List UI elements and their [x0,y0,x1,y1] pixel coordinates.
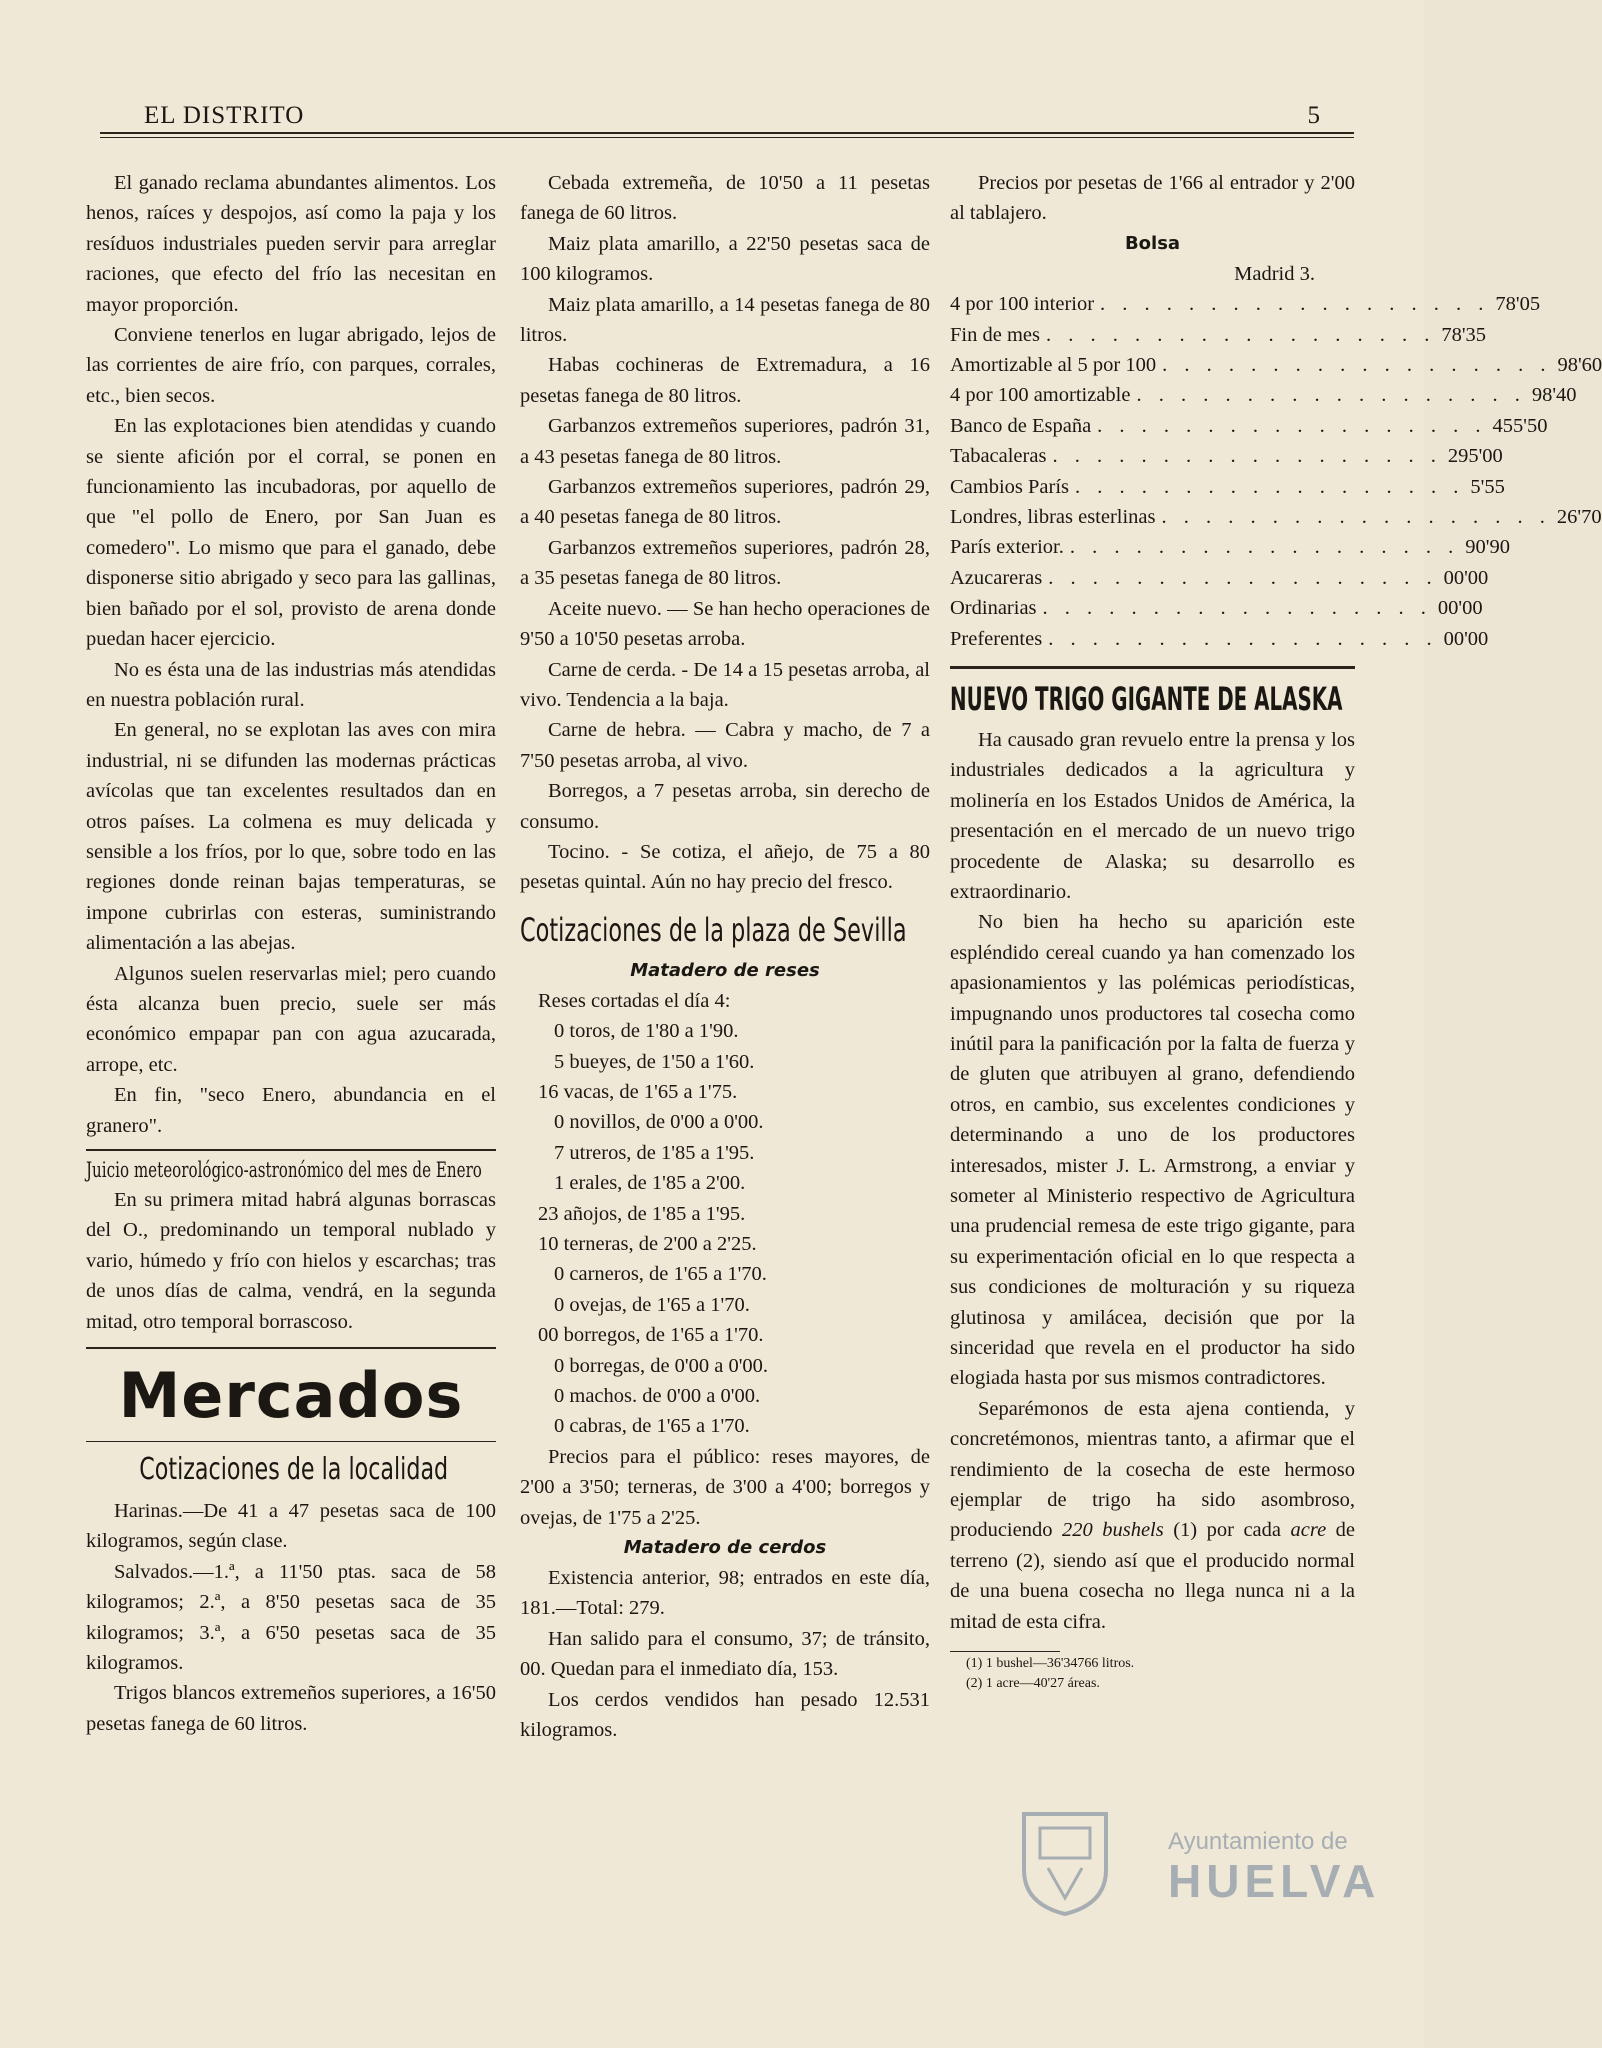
column-3 [950,168,1602,1694]
bolsa-date: Madrid 3. [1234,262,1315,285]
bolsa-row [950,502,1602,532]
market-item: Aceite nuevo. — Se han hecho operaciones de 9'50 a 10'50 pesetas arroba. [520,597,930,651]
reses-line: 16 vacas, de 1'65 a 1'75. [538,1080,738,1103]
paragraph: En su primera mitad habrá algunas borrascas del O., predominando un temporal nublado y vario, húmedo y frío con hielos y escarchas; tras de unos días de calma, vendrá, en la segunda mitad, otro temporal borrascoso. [86,1189,496,1333]
paragraph: El ganado reclama abundantes alimentos. Los henos, raíces y despojos, así como la paja y los resíduos industriales pueden servir para arreglar raciones, que efecto del frío las necesitan en mayor proporción. [86,172,496,316]
column-2 [520,168,930,1746]
reses-line: 0 novillos, de 0'00 a 0'00. [554,1111,764,1134]
bolsa-value: 00'00 [1443,566,1489,589]
reses-line: 10 terneras, de 2'00 a 2'25. [538,1233,757,1255]
leader-dots: . . . . . . . . . . . . . . . . . . [1069,536,1460,559]
paragraph: Existencia anterior, 98; entrados en este día, 181.—Total: 279. [520,1567,930,1620]
bolsa-label: Amortizable al 5 por 100 [950,354,1157,376]
sevilla-heading: Cotizaciones de la plaza de Sevilla [520,910,907,949]
bolsa-row [950,472,1505,502]
reses-line: 0 machos. de 0'00 a 0'00. [554,1385,761,1408]
bolsa-row [950,411,1548,441]
text-run: Separémonos de esta ajena contienda, y concretémonos, mientras tanto, a afirmar que el rendimiento de la cosecha de este hermoso ejemplar de trigo ha sido asombroso, produciendo [950,1397,1355,1542]
leader-dots: . . . . . . . . . . . . . . . . . . [1045,323,1436,346]
bolsa-label: Preferentes [950,627,1043,650]
market-item: Garbanzos extremeños superiores, padrón 29, a 40 pesetas fanega de 80 litros. [520,476,930,529]
bolsa-label: Ordinarias [950,597,1037,620]
footnote: (2) 1 acre—40'27 áreas. [966,1676,1100,1692]
bolsa-row [950,624,1489,654]
bolsa-row [950,350,1602,380]
bolsa-heading: Bolsa [1124,232,1181,254]
reses-intro: Reses cortadas el día 4: [538,989,731,1012]
bolsa-row [950,320,1487,350]
bolsa-label: Cambios París [950,475,1070,498]
bolsa-value: 00'00 [1437,597,1483,620]
bolsa-label: Londres, libras esterlinas [950,505,1156,528]
market-item: Tocino. - Se cotiza, el añejo, de 75 a 80 pesetas quintal. Aún no hay precio del fresco. [520,840,930,894]
leader-dots: . . . . . . . . . . . . . . . . . . [1042,597,1432,620]
bolsa-row [950,532,1510,562]
leader-dots: . . . . . . . . . . . . . . . . . . [1161,505,1551,528]
leader-dots: . . . . . . . . . . . . . . . . . . [1052,445,1442,468]
leader-dots: . . . . . . . . . . . . . . . . . . [1048,627,1438,650]
leader-dots: . . . . . . . . . . . . . . . . . . [1100,293,1490,316]
bolsa-label: 4 por 100 amortizable [950,384,1131,407]
watermark-line2: HUELVA [1168,1855,1381,1907]
italic-term: acre [1290,1519,1327,1542]
bolsa-value: 90'90 [1465,536,1510,559]
reses-line: 1 erales, de 1'85 a 2'00. [554,1172,746,1195]
section-rule [86,1149,496,1151]
bolsa-value: 98'40 [1531,384,1577,407]
section-rule [950,666,1355,669]
paragraph: Conviene tenerlos en lugar abrigado, lejos de las corrientes de aire frío, con parques, corrales, etc., bien secos. [86,324,496,407]
trigo-heading: NUEVO TRIGO GIGANTE DE ALASKA [950,679,1343,718]
watermark-line1: Ayuntamiento de [1168,1828,1348,1855]
paragraph: No bien ha hecho su aparición este espléndido cereal cuando ya han comenzado los apasionamientos y las polémicas periodísticas, impugnando unos productores tal cosecha como inútil para la panificación por la falta de fuerza y de gluten que atribuyen al grano, defendiendo otros, en cambio, sus excelentes condiciones y determinando a uno de los productores interesados, mister J. L. Armstrong, a enviar y someter al Ministerio respectivo de Agricultura una prudencial remesa de este trigo gigante, para su experimentación oficial en lo que respecta a sus condiciones de molturación y su riqueza glutinosa y amilácea, decisión que por la sinceridad que revela en el productor ha sido elogiada hasta por sus mismos contradictores. [950,911,1355,1390]
market-item: Cebada extremeña, de 10'50 a 11 pesetas fanega de 60 litros. [520,172,930,225]
leader-dots: . . . . . . . . . . . . . . . . . . [1075,475,1465,498]
paragraph: En fin, "seco Enero, abundancia en el granero". [86,1084,496,1137]
paragraph: Harinas.—De 41 a 47 pesetas saca de 100 kilogramos, según clase. [86,1500,496,1553]
juicio-heading: Juicio meteorológico-astronómico del mes de Enero [86,1158,482,1182]
market-item: Carne de cerda. - De 14 a 15 pesetas arroba, al vivo. Tendencia a la baja. [520,658,930,711]
leader-dots: . . . . . . . . . . . . . . . . . . [1097,414,1487,437]
market-item: Borregos, a 7 pesetas arroba, sin derecho de consumo. [520,780,930,833]
reses-line: 0 borregas, de 0'00 a 0'00. [554,1354,769,1377]
bolsa-label: Fin de mes [950,323,1040,346]
bolsa-value: 455'50 [1492,414,1548,437]
matadero-cerdos-heading: Matadero de cerdos [623,1537,827,1559]
column-1 [86,168,496,1739]
bolsa-value: 78'35 [1441,323,1487,346]
bolsa-row [950,563,1489,593]
bolsa-label: París exterior. [950,536,1064,559]
footnote-rule [950,1651,1060,1652]
bolsa-value: 00'00 [1443,627,1489,650]
bolsa-row [950,441,1503,471]
reses-line: 7 utreros, de 1'85 a 1'95. [554,1141,755,1164]
section-rule [86,1347,496,1349]
bolsa-label: Azucareras [950,566,1043,589]
matadero-reses-heading: Matadero de reses [630,959,820,981]
bolsa-table [950,289,1602,654]
header-rule [100,132,1354,134]
reses-line: 0 carneros, de 1'65 a 1'70. [554,1263,767,1286]
header-rule-thin [100,137,1354,138]
localidad-heading: Cotizaciones de la localidad [139,1452,449,1488]
paragraph: En general, no se explotan las aves con mira industrial, ni se difunden las modernas prácticas avícolas que tan excelentes resultados dan en otros países. La colmena es muy delicada y sensible a los fríos, por lo que, sobre todo en las regiones donde reinan bajas temperaturas, se impone cubrirlas con esteras, suministrando alimentación a las abejas. [86,719,496,955]
paragraph: Los cerdos vendidos han pesado 12.531 kilogramos. [520,1688,930,1742]
paragraph: Ha causado gran revuelo entre la prensa y los industriales dedicados a la agricultura y molinería en los Estados Unidos de América, la presentación en el mercado de un nuevo trigo procedente de Alaska; su desarrollo es extraordinario. [950,728,1355,903]
bolsa-value: 295'00 [1447,445,1503,468]
reses-line: 0 toros, de 1'80 a 1'90. [554,1020,739,1043]
market-item: Carne de hebra. — Cabra y macho, de 7 a 7'50 pesetas arroba, al vivo. [520,719,930,772]
section-rule [86,1441,496,1442]
bolsa-value: 5'55 [1470,475,1505,498]
paragraph: Precios por pesetas de 1'66 al entrador y 2'00 al tablajero. [950,172,1355,225]
market-item: Garbanzos extremeños superiores, padrón 28, a 35 pesetas fanega de 80 litros. [520,536,930,590]
market-item: Maiz plata amarillo, a 22'50 pesetas saca de 100 kilogramos. [520,232,930,286]
newspaper-title: EL DISTRITO [144,102,305,129]
paragraph: Precios para el público: reses mayores, de 2'00 a 3'50; terneras, de 3'00 a 4'00; borregos y ovejas, de 1'75 a 2'25. [520,1445,930,1529]
leader-dots: . . . . . . . . . . . . . . . . . . [1136,384,1526,407]
bolsa-row [950,380,1577,410]
bolsa-row [950,593,1483,623]
leader-dots: . . . . . . . . . . . . . . . . . . [1162,354,1552,376]
market-item: Garbanzos extremeños superiores, padrón 31, a 43 pesetas fanega de 80 litros. [520,415,930,468]
huelva-watermark [1018,1808,1381,1918]
page-header [100,100,1354,134]
mercados-heading: Mercados [118,1359,464,1433]
market-item: Maiz plata amarillo, a 14 pesetas fanega de 80 litros. [520,293,930,347]
bolsa-label: 4 por 100 interior [950,293,1095,316]
paragraph: En las explotaciones bien atendidas y cuando se siente afición por el corral, se ponen en funcionamiento las incubadoras, por aquello de que "el pollo de Enero, por San Juan es comedero". Lo mismo que para el ganado, debe disponerse sitio abrigado y seco para las gallinas, bien bañado por el sol, provisto de arena donde puedan hacer ejercicio. [86,415,496,651]
bolsa-label: Banco de España [950,414,1092,437]
page-number: 5 [1307,102,1320,129]
bolsa-value: 78'05 [1495,293,1541,316]
paragraph: Algunos suelen reservarlas miel; pero cuando ésta alcanza buen precio, suele ser más económico empapar pan con agua azucarada, arrope, etc. [86,962,496,1076]
reses-line: 0 cabras, de 1'65 a 1'70. [554,1415,750,1438]
paragraph: No es ésta una de las industrias más atendidas en nuestra población rural. [86,658,496,711]
bolsa-row [950,289,1541,319]
paragraph: Han salido para el consumo, 37; de tránsito, 00. Quedan para el inmediato día, 153. [520,1627,930,1681]
paragraph: Trigos blancos extremeños superiores, a 16'50 pesetas fanega de 60 litros. [86,1682,496,1735]
bolsa-value: 26'70 [1556,505,1602,528]
footnote: (1) 1 bushel—36'34766 litros. [966,1656,1135,1672]
paragraph: Salvados.—1.ª, a 11'50 ptas. saca de 58 kilogramos; 2.ª, a 8'50 pesetas saca de 35 kilogramos; 3.ª, a 6'50 pesetas saca de 35 kilogramos. [86,1560,496,1675]
italic-term: 220 bushels [1061,1519,1164,1542]
leader-dots: . . . . . . . . . . . . . . . . . . [1048,566,1438,589]
paragraph [950,1394,1355,1637]
text-run: de terreno (2), siendo así que el producido normal de una buena cosecha no llega nunca ni a la mitad de esta cifra. [950,1519,1356,1633]
reses-line: 5 bueyes, de 1'50 a 1'60. [554,1050,755,1073]
coat-of-arms-icon [1018,1808,1112,1918]
reses-line: 23 añojos, de 1'85 a 1'95. [538,1202,746,1225]
bolsa-value: 98'60 [1557,354,1602,376]
reses-line: 0 ovejas, de 1'65 a 1'70. [554,1293,750,1316]
bolsa-label: Tabacaleras [950,445,1047,468]
text-run: (1) por cada [1173,1519,1281,1542]
market-item: Habas cochineras de Extremadura, a 16 pesetas fanega de 80 litros. [520,354,930,407]
reses-line: 00 borregos, de 1'65 a 1'70. [538,1324,764,1347]
